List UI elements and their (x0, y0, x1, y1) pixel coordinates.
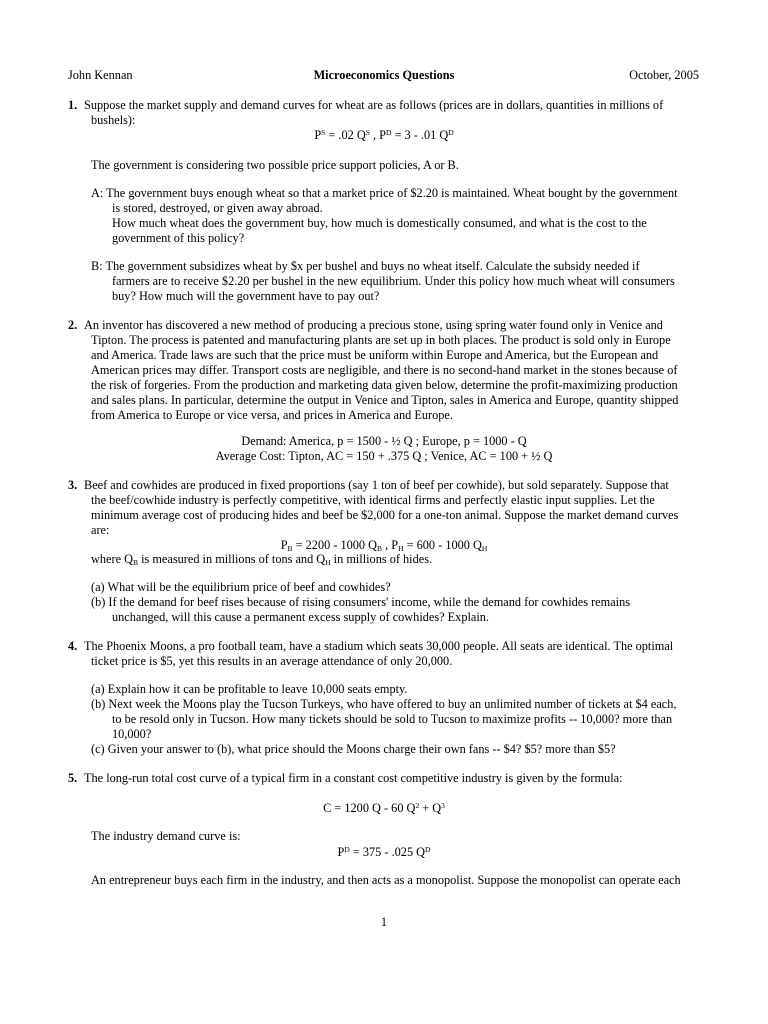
beef-hide-demand-equation: $P_B = 2200 - 1000$ $Q_B$ , $P_H = 600 - 1000$ $Q_H$ (280, 538, 488, 553)
question-4-part-b: to be resold only in Tucson. How many tickets should be sold to Tucson to maximize profits -- 10,000? more than (112, 712, 673, 726)
policy-a-line: government of this policy? (112, 231, 245, 245)
question-5-line: The long-run total cost curve of a typical firm in a constant cost competitive industry is given by the formula: (84, 771, 623, 785)
question-2-line: American prices may differ. Transport costs are negligible, and there is no second-hand market in the stones because of (91, 363, 678, 377)
question-4-number: 4. (68, 639, 78, 653)
question-2-line: Tipton. The process is patented and manufacturing plants are set up in both places. The product is sold only in Europe (91, 333, 671, 347)
question-3-part-a: (a) What will be the equilibrium price of beef and cowhides? (91, 580, 391, 594)
question-5-number: 5. (68, 771, 78, 785)
question-3-line: are: (91, 523, 110, 537)
question-4-part-a: (a) Explain how it can be profitable to leave 10,000 seats empty. (91, 682, 408, 696)
question-3-part-b: (b) If the demand for beef rises because of rising consumers' income, while the demand for cowhides remains (91, 595, 630, 609)
total-cost-equation: C = 1200 Q - 60 $Q^2 + Q^3$ (323, 801, 445, 815)
question-4-part-b: 10,000? (112, 727, 152, 741)
policy-b-line: B: The government subsidizes wheat by $x per bushel and buys no wheat itself. Calculate the subsidy needed if (91, 259, 640, 273)
question-3-line: Beef and cowhides are produced in fixed proportions (say 1 ton of beef per cowhide), but sold separately. Suppose that (84, 478, 669, 492)
question-4-part-c: (c) Given your answer to (b), what price should the Moons charge their own fans -- $4? $5? more than $5? (91, 742, 616, 756)
question-2-line: An inventor has discovered a new method of producing a precious stone, using spring water found only in Venice and (84, 318, 663, 332)
question-4-part-b: (b) Next week the Moons play the Tucson Turkeys, who have offered to buy an unlimited number of tickets at $4 each, (91, 697, 677, 711)
question-2-line: from America to Europe or vice versa, and prices in America and Europe. (91, 408, 453, 422)
question-3-number: 3. (68, 478, 78, 492)
demand-equation: Demand: America, p = 1500 - ½ Q ; Europe, p = 1000 - Q (241, 434, 527, 448)
question-3-part-b: unchanged, will this cause a permanent excess supply of cowhides? Explain. (112, 610, 489, 624)
author-name: John Kennan (68, 68, 133, 82)
policy-b-line: buy? How much will the government have to pay out? (112, 289, 380, 303)
question-1-text: The government is considering two possible price support policies, A or B. (91, 158, 459, 172)
question-2-line: and sales plans. In particular, determine the output in Venice and Tipton, sales in America and Europe, quantity shipped (91, 393, 679, 407)
question-5-line: An entrepreneur buys each firm in the industry, and then acts as a monopolist. Suppose the monopolist can operate each (91, 873, 681, 887)
document-date: October, 2005 (629, 68, 699, 82)
policy-a-line: is stored, destroyed, or given away abroad. (112, 201, 323, 215)
industry-demand-equation: $P^D = 375 - .025$ $Q^D$ (337, 845, 431, 859)
question-1-number: 1. (68, 98, 78, 112)
question-1-line: Suppose the market supply and demand curves for wheat are as follows (prices are in dollars, quantities in millions of (84, 98, 664, 112)
question-4-line: ticket price is $5, yet this results in an average attendance of only 20,000. (91, 654, 453, 668)
question-3-units-line: where $Q_B$ is measured in millions of tons and $Q_H$ in millions of hides. (91, 552, 433, 567)
supply-demand-equation: $P^S = .02$ $Q^S$ , $P^D = 3 - .01$ $Q^D$ (314, 128, 454, 142)
question-4-line: The Phoenix Moons, a pro football team, have a stadium which seats 30,000 people. All seats are identical. The optimal (84, 639, 674, 653)
average-cost-equation: Average Cost: Tipton, AC = 150 + .375 Q ; Venice, AC = 100 + ½ Q (215, 449, 553, 463)
policy-b-line: farmers are to receive $2.20 per bushel in the new equilibrium. Under this policy how much wheat will consumers (112, 274, 675, 288)
question-2-line: and America. Trade laws are such that the price must be uniform within Europe and America, but the European and (91, 348, 659, 362)
document-title: Microeconomics Questions (313, 68, 455, 82)
policy-a-line: A: The government buys enough wheat so that a market price of $2.20 is maintained. Wheat bought by the government (91, 186, 678, 200)
page-number: 1 (380, 915, 388, 929)
question-5-text: The industry demand curve is: (91, 829, 241, 843)
question-1-line: bushels): (91, 113, 136, 127)
question-3-line: minimum average cost of producing hides and beef be $2,000 for a one-ton animal. Suppose the market demand curves (91, 508, 679, 522)
question-3-line: the beef/cowhide industry is perfectly competitive, with identical firms and perfectly elastic input supplies. Let the (91, 493, 655, 507)
question-2-number: 2. (68, 318, 78, 332)
policy-a-line: How much wheat does the government buy, how much is domestically consumed, and what is the cost to the (112, 216, 647, 230)
question-2-line: the risk of forgeries. From the production and marketing data given below, determine the profit-maximizing production (91, 378, 678, 392)
